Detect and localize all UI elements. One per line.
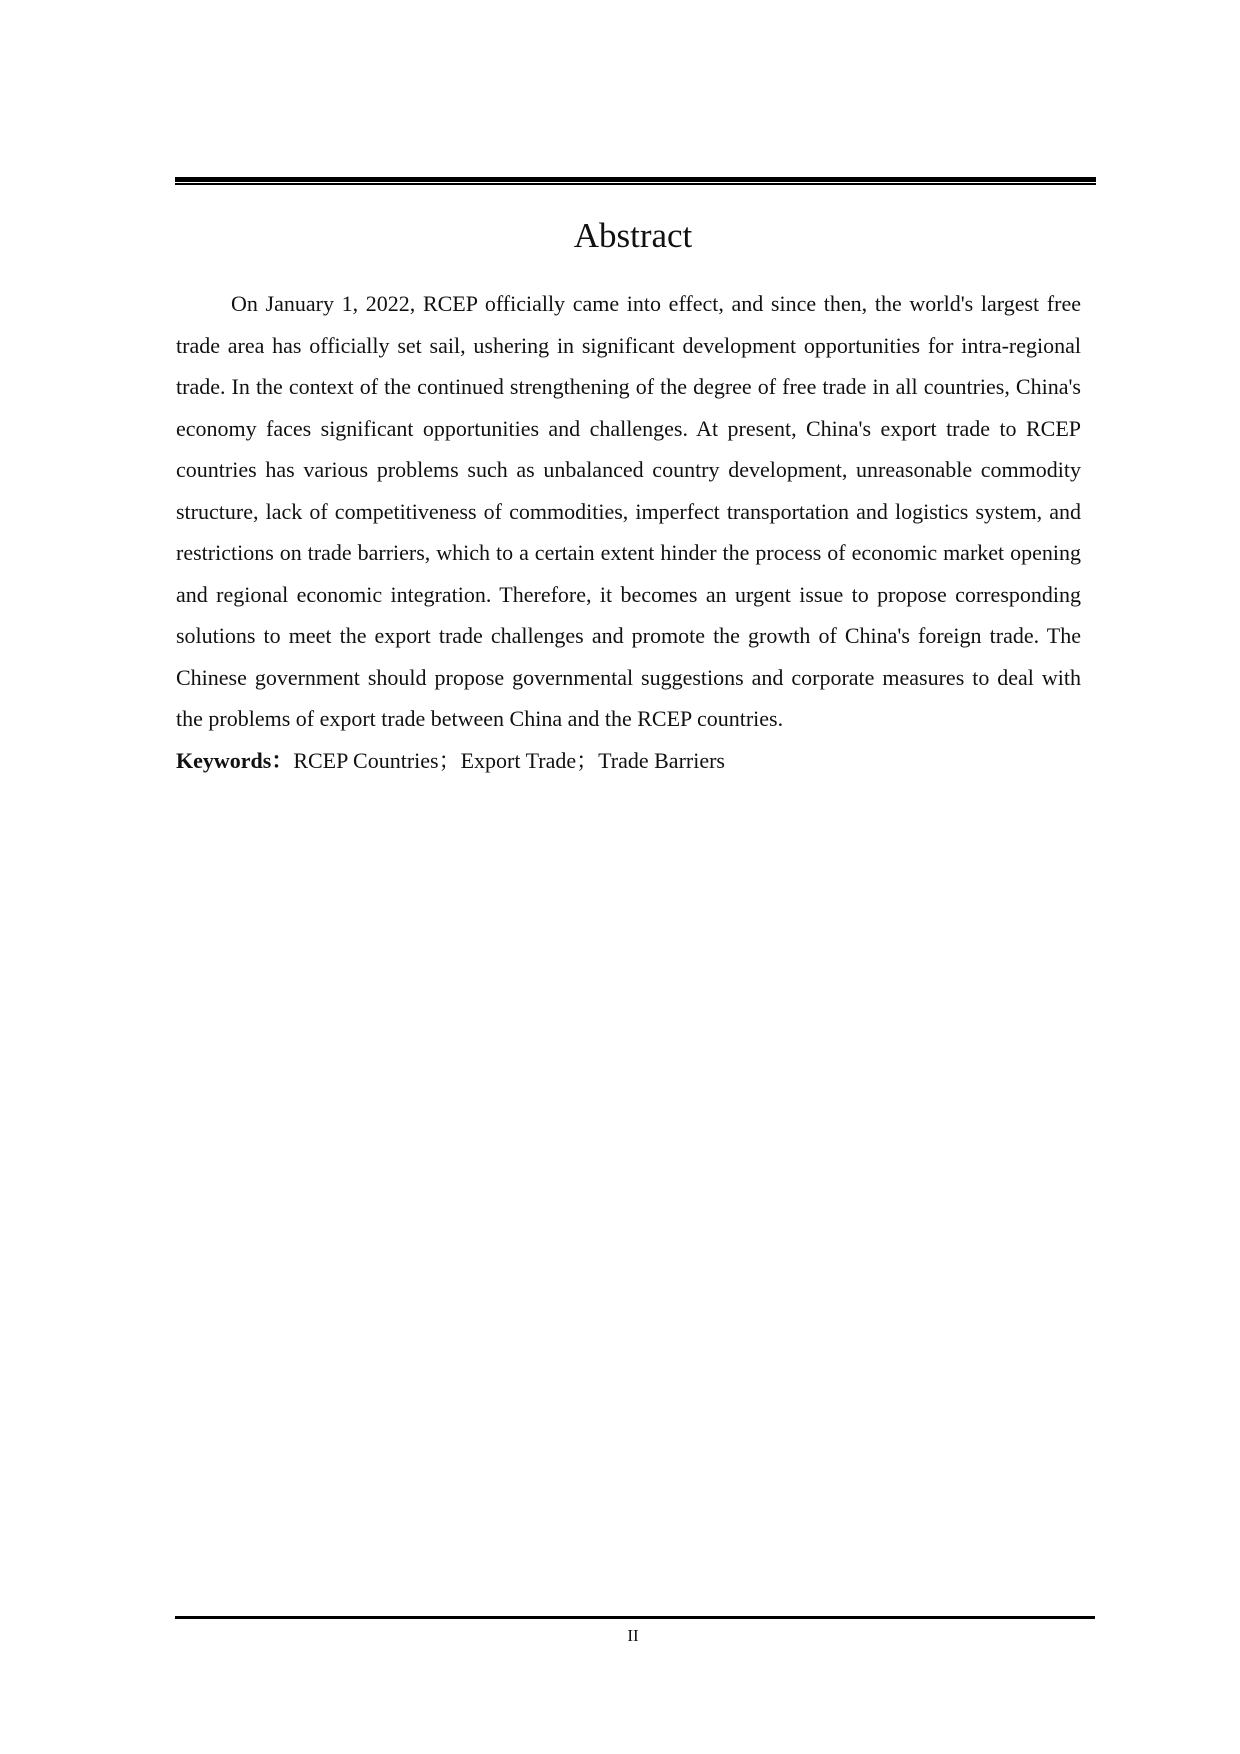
footer-rule: [175, 1616, 1095, 1619]
abstract-section: [176, 283, 1081, 781]
header-rule: [175, 177, 1096, 185]
keyword-item: RCEP Countries；: [293, 747, 461, 773]
keyword-item: Export Trade；: [460, 747, 599, 773]
keyword-item: Trade Barriers: [598, 747, 725, 773]
keywords-line: [176, 740, 1081, 782]
header-rule-thin: [175, 183, 1096, 185]
header-rule-thick: [175, 177, 1096, 182]
page-number: II: [627, 1626, 639, 1645]
keywords-label: Keywords：: [176, 747, 294, 773]
abstract-paragraph: On January 1, 2022, RCEP officially came into effect, and since then, the world's largest free trade area has officially set sail, ushering in significant development opportunities for intra-regional trade. In the context of the continued strengthening of the degree of free trade in all countries, China's economy faces significant opportunities and challenges. At present, China's export trade to RCEP countries has various problems such as unbalanced country development, unreasonable commodity structure, lack of competitiveness of commodities, imperfect transportation and logistics system, and restrictions on trade barriers, which to a certain extent hinder the process of economic market opening and regional economic integration. Therefore, it becomes an urgent issue to propose corresponding solutions to meet the export trade challenges and promote the growth of China's foreign trade. The Chinese government should propose governmental suggestions and corporate measures to deal with the problems of export trade between China and the RCEP countries.: [176, 291, 1081, 731]
page-title: Abstract: [573, 216, 693, 255]
